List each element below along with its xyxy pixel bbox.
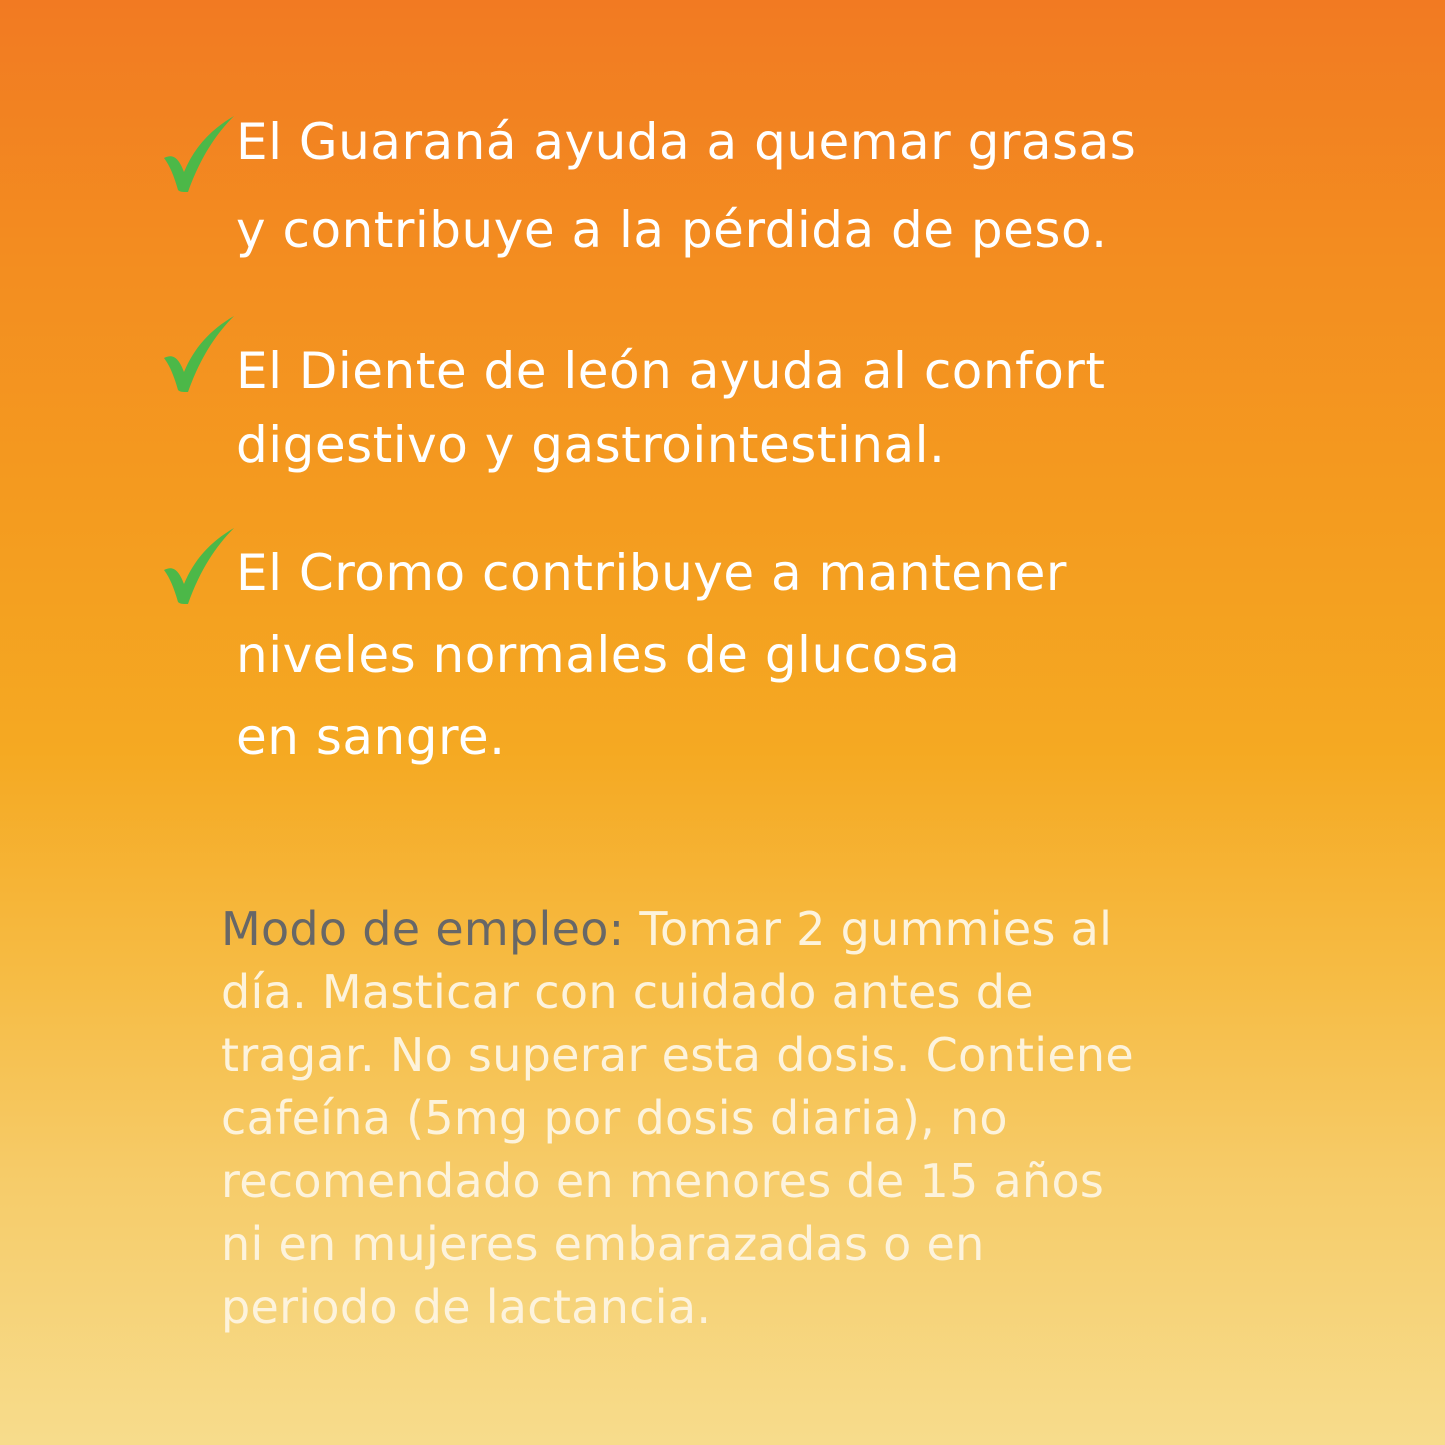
benefit-text: El Diente de león ayuda al confort digestivo y gastrointestinal. [236,342,1106,474]
benefit-item-cromo [160,532,1340,778]
check-icon [160,526,236,606]
check-icon [160,314,236,394]
benefit-text: El Guaraná ayuda a quemar grasas y contribuye a la pérdida de peso. [236,113,1137,259]
usage-body: Tomar 2 gummies al día. Masticar con cuidado antes de tragar. No superar esta dosis. Contiene cafeína (5mg por dosis diaria), no recomendado en menores de 15 años ni en mujeres embarazadas o en periodo de lactancia. [221,902,1134,1334]
usage-instructions [221,898,1321,1339]
benefit-item-guarana [160,98,1340,274]
benefit-text: El Cromo contribuye a mantener niveles normales de glucosa en sangre. [236,544,1067,766]
usage-label: Modo de empleo: [221,902,625,956]
benefit-item-diente-de-leon [160,320,1340,482]
check-icon [160,114,236,194]
